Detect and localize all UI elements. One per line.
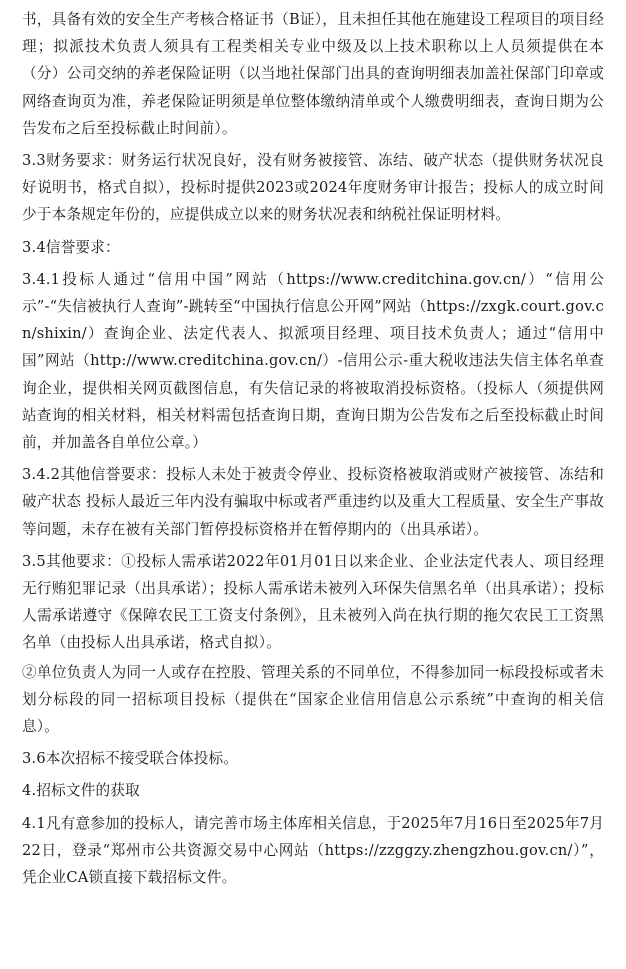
paragraph-other-credit-requirements: 3.4.2其他信誉要求：投标人未处于被责令停业、投标资格被取消或财产被接管、冻结和破产状态 投标人最近三年内没有骗取中标或者严重违约以及重大工程质量、安全生产事故等问题，未存在被有关部门暂停投标资格并在暂停期内的（出具承诺）。 xyxy=(22,466,604,538)
heading-obtain-documents: 4.招标文件的获取 xyxy=(22,782,140,800)
heading-credit-requirements: 3.4信誉要求： xyxy=(22,238,120,256)
paragraph-no-consortium: 3.6本次招标不接受联合体投标。 xyxy=(22,750,239,768)
paragraph-download-instructions: 4.1凡有意参加的投标人，请完善市场主体库相关信息，于2025年7月16日至2025年7月22日，登录“郑州市公共资源交易中心网站（https://zzggzy.zhengzhou.gov.cn/）”，凭企业CA锁直接下载招标文件。 xyxy=(22,814,604,887)
paragraph-financial-requirements: 3.3财务要求：财务运行状况良好，没有财务被接管、冻结、破产状态（提供财务状况良好说明书，格式自拟），投标时提供2023或2024年度财务审计报告；投标人的成立时间少于本条规定年份的，应提供成立以来的财务状况表和纳税社保证明材料。 xyxy=(22,152,604,224)
paragraph-related-units: ②单位负责人为同一人或存在控股、管理关系的不同单位，不得参加同一标段投标或者未划分标段的同一招标项目投标（提供在“国家企业信用信息公示系统”中查询的相关信息）。 xyxy=(22,663,604,736)
paragraph-other-requirements: 3.5其他要求：①投标人需承诺2022年01月01日以来企业、企业法定代表人、项目经理无行贿犯罪记录（出具承诺）；投标人需承诺未被列入环保失信黑名单（出具承诺）；投标人需承诺遵守《保障农民工工资支付条例》，且未被列入尚在执行期的拖欠农民工工资黑名单（由投标人出具承诺，格式自拟）。 xyxy=(22,552,604,652)
paragraph-personnel-requirements: 书，具备有效的安全生产考核合格证书（B证），且未担任其他在施建设工程项目的项目经理；拟派技术负责人须具有工程类相关专业中级及以上技术职称以上人员须提供在本（分）公司交纳的养老保险证明（以当地社保部门出具的查询明细表加盖社保部门印章或网络查询页为准，养老保险证明须是单位整体缴纳清单或个人缴费明细表，查询日期为公告发布之后至投标截止时间前）。 xyxy=(22,11,604,137)
paragraph-credit-check: 3.4.1投标人通过“信用中国”网站（https://www.creditchina.gov.cn/）“信用公示”-“失信被执行人查询”-跳转至“中国执行信息公开网”网站（https://zxgk.court.gov.cn/shixin/）查询企业、法定代表人、拟派项目经理、项目技术负责人；通过“信用中国”网站（http://www.creditchina.gov.cn/）-信用公示-重大税收违法失信主体名单查询企业，提供相关网页截图信息，有失信记录的将被取消投标资格。（投标人（须提供网站查询的相关材料，相关材料需包括查询日期，查询日期为公告发布之后至投标截止时间前，并加盖各自单位公章。） xyxy=(22,270,604,452)
